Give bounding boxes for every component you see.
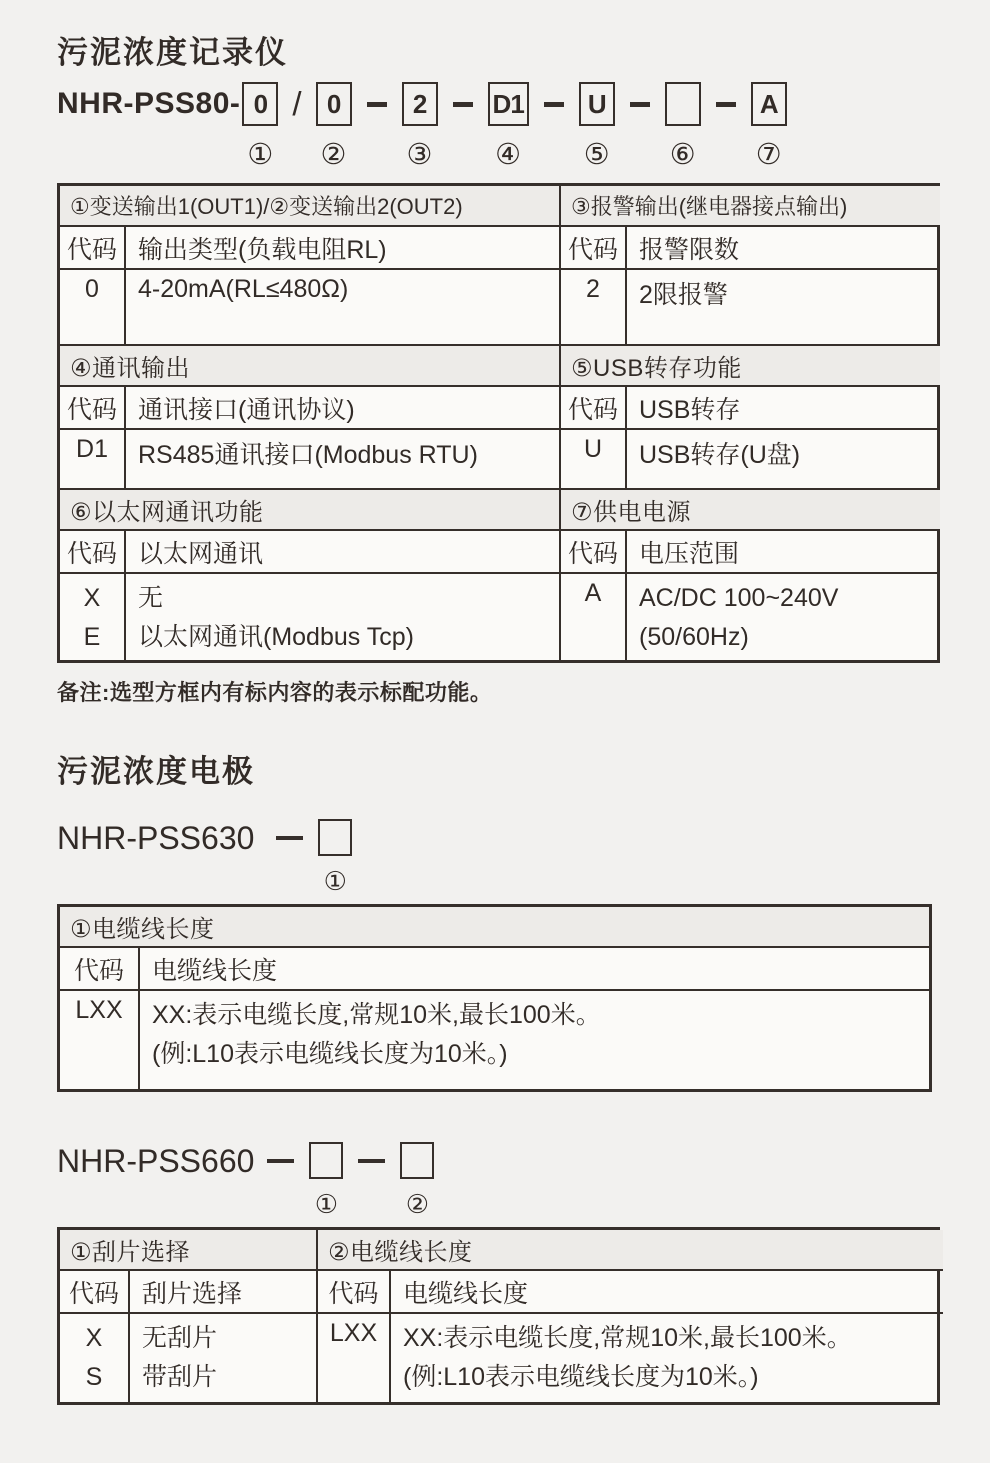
code-column-header: 代码 — [60, 387, 126, 428]
pss630-table-body — [60, 907, 929, 1089]
circled-number-6: ⑥ — [669, 137, 696, 171]
desc-cell: USB转存(U盘) — [639, 441, 801, 469]
recorder-selection-table — [57, 183, 940, 663]
circled-number-3: ③ — [406, 137, 433, 171]
desc-cell: RS485通讯接口(Modbus RTU) — [138, 441, 478, 469]
option-box-empty — [309, 1142, 343, 1179]
column-header-row — [561, 387, 940, 430]
desc-value: XX:表示电缆长度,常规10米,最长100米。 — [403, 1324, 852, 1352]
desc-column-header: 刮片选择 — [142, 1279, 243, 1308]
desc-column-header: 以太网通讯 — [138, 539, 264, 568]
pss660-right — [316, 1230, 943, 1402]
code-column-header: 代码 — [60, 1271, 130, 1312]
section-header: ②电缆线长度 — [318, 1230, 943, 1271]
data-row — [60, 270, 559, 344]
dash-separator — [716, 102, 736, 107]
column-header-row — [60, 948, 929, 991]
desc-column-header: 电缆线长度 — [152, 956, 278, 985]
data-row — [561, 430, 940, 488]
model-slot-3 — [402, 82, 438, 170]
section-header: ①电缆线长度 — [60, 907, 929, 948]
section-header: ⑥以太网通讯功能 — [60, 490, 559, 531]
pss660-model-line — [57, 1142, 945, 1221]
code-value: X — [83, 584, 101, 612]
model-slot-6 — [665, 82, 701, 170]
code-cell: 0 — [60, 270, 126, 344]
section1-left — [60, 186, 559, 344]
code-value: X — [85, 1324, 103, 1352]
section-header: ⑦供电电源 — [561, 490, 940, 531]
column-header-row — [60, 1271, 316, 1314]
dash-separator — [358, 1159, 385, 1163]
data-row — [561, 270, 940, 344]
slash-separator: / — [292, 85, 302, 122]
option-box-2: 0 — [316, 82, 352, 126]
option-box-5: U — [579, 82, 615, 126]
code-cell: U — [561, 430, 627, 488]
section3-left — [60, 490, 559, 660]
circled-number-2: ② — [320, 137, 347, 171]
option-box-3: 2 — [402, 82, 438, 126]
section-header: ④通讯输出 — [60, 346, 559, 387]
desc-cell — [391, 1314, 943, 1402]
section-header: ①变送输出1(OUT1)/②变送输出2(OUT2) — [60, 186, 559, 227]
section-header: ①刮片选择 — [60, 1230, 316, 1271]
column-header-row — [60, 227, 559, 270]
column-header-row — [561, 227, 940, 270]
code-cell — [60, 1314, 130, 1402]
desc-cell — [130, 1314, 316, 1402]
model-slot-1 — [242, 82, 278, 170]
option-box-6 — [665, 82, 701, 126]
option-box-1: 0 — [242, 82, 278, 126]
code-cell: LXX — [60, 991, 140, 1089]
data-row — [561, 574, 940, 660]
column-header-row — [318, 1271, 943, 1314]
desc-column-header: 输出类型(负载电阻RL) — [138, 235, 387, 264]
column-header-row — [60, 387, 559, 430]
pss630-table-section — [60, 907, 929, 1089]
circled-number-1: ① — [247, 137, 274, 171]
pss660-table-section — [60, 1230, 937, 1402]
desc-value: 无 — [138, 584, 164, 612]
data-row — [60, 574, 559, 660]
recorder-model-prefix: NHR-PSS80- — [57, 87, 241, 120]
desc-value: XX:表示电缆长度,常规10米,最长100米。 — [152, 1001, 601, 1029]
dash-separator — [453, 102, 473, 107]
desc-column-header: 电压范围 — [639, 539, 740, 568]
section2-left — [60, 346, 559, 488]
dash-separator — [276, 836, 303, 840]
code-cell: D1 — [60, 430, 126, 488]
desc-cell — [140, 991, 929, 1089]
model-slot-7 — [751, 82, 787, 170]
section-header: ③报警输出(继电器接点输出) — [561, 186, 940, 227]
data-row — [60, 430, 559, 488]
code-column-header: 代码 — [60, 531, 126, 572]
code-column-header: 代码 — [60, 948, 140, 989]
desc-cell: 4-20mA(RL≤480Ω) — [138, 275, 349, 303]
code-column-header: 代码 — [561, 227, 627, 268]
code-column-header: 代码 — [318, 1271, 391, 1312]
dash-separator — [544, 102, 564, 107]
circled-number-5: ⑤ — [583, 137, 610, 171]
desc-column-header: 通讯接口(通讯协议) — [138, 395, 355, 424]
pss630-model-line — [57, 819, 945, 898]
code-cell: LXX — [318, 1314, 391, 1402]
option-box-7: A — [751, 82, 787, 126]
data-row — [60, 991, 929, 1089]
data-row — [318, 1314, 943, 1402]
circled-number-1: ① — [314, 1190, 339, 1220]
circled-number-7: ⑦ — [755, 137, 782, 171]
data-row — [60, 1314, 316, 1402]
model-slot-2 — [316, 82, 352, 170]
pss630-slot-1 — [318, 819, 352, 898]
desc-value: 带刮片 — [142, 1363, 218, 1391]
dash-separator — [367, 102, 387, 107]
pss630-selection-table — [57, 904, 932, 1092]
desc-value: 以太网通讯(Modbus Tcp) — [138, 623, 414, 651]
section1-right — [559, 186, 940, 344]
code-cell — [60, 574, 126, 660]
column-header-row — [561, 531, 940, 574]
desc-column-header: USB转存 — [639, 395, 741, 424]
desc-cell — [627, 574, 940, 660]
desc-value: (例:L10表示电缆线长度为10米。) — [403, 1363, 759, 1391]
table-section-2 — [60, 344, 937, 488]
code-column-header: 代码 — [561, 531, 627, 572]
section3-right — [559, 490, 940, 660]
circled-number-4: ④ — [495, 137, 522, 171]
pss660-model-prefix: NHR-PSS660 — [57, 1143, 255, 1179]
model-slot-5 — [579, 82, 615, 170]
desc-value: AC/DC 100~240V — [639, 584, 839, 612]
code-value: S — [85, 1363, 103, 1391]
table-section-3 — [60, 488, 937, 660]
desc-cell: 2限报警 — [639, 281, 728, 309]
recorder-model-line — [57, 82, 945, 170]
code-cell: 2 — [561, 270, 627, 344]
pss660-slot-1 — [309, 1142, 343, 1221]
electrode-title: 污泥浓度电极 — [57, 754, 255, 789]
code-column-header: 代码 — [561, 387, 627, 428]
code-value: E — [83, 623, 101, 651]
pss660-selection-table — [57, 1227, 940, 1405]
model-slot-4 — [488, 82, 529, 170]
option-box-empty — [318, 819, 352, 856]
desc-value: (例:L10表示电缆线长度为10米。) — [152, 1040, 508, 1068]
circled-number-2: ② — [405, 1190, 430, 1220]
pss660-left — [60, 1230, 316, 1402]
desc-column-header: 报警限数 — [639, 235, 740, 264]
dash-separator — [630, 102, 650, 107]
code-column-header: 代码 — [60, 227, 126, 268]
option-box-4: D1 — [488, 82, 529, 126]
table-section-1 — [60, 186, 937, 344]
code-cell: A — [561, 574, 627, 660]
section2-right — [559, 346, 940, 488]
desc-cell — [126, 574, 559, 660]
section-header: ⑤USB转存功能 — [561, 346, 940, 387]
circled-number-1: ① — [323, 867, 347, 897]
dash-separator — [267, 1159, 294, 1163]
desc-column-header: 电缆线长度 — [403, 1279, 529, 1308]
desc-value: (50/60Hz) — [639, 623, 749, 651]
option-box-empty — [400, 1142, 434, 1179]
note-text: 备注:选型方框内有标内容的表示标配功能。 — [57, 680, 493, 705]
pss660-slot-2 — [400, 1142, 434, 1221]
desc-value: 无刮片 — [142, 1324, 218, 1352]
pss630-model-prefix: NHR-PSS630 — [57, 820, 264, 856]
recorder-title: 污泥浓度记录仪 — [57, 35, 288, 70]
column-header-row — [60, 531, 559, 574]
